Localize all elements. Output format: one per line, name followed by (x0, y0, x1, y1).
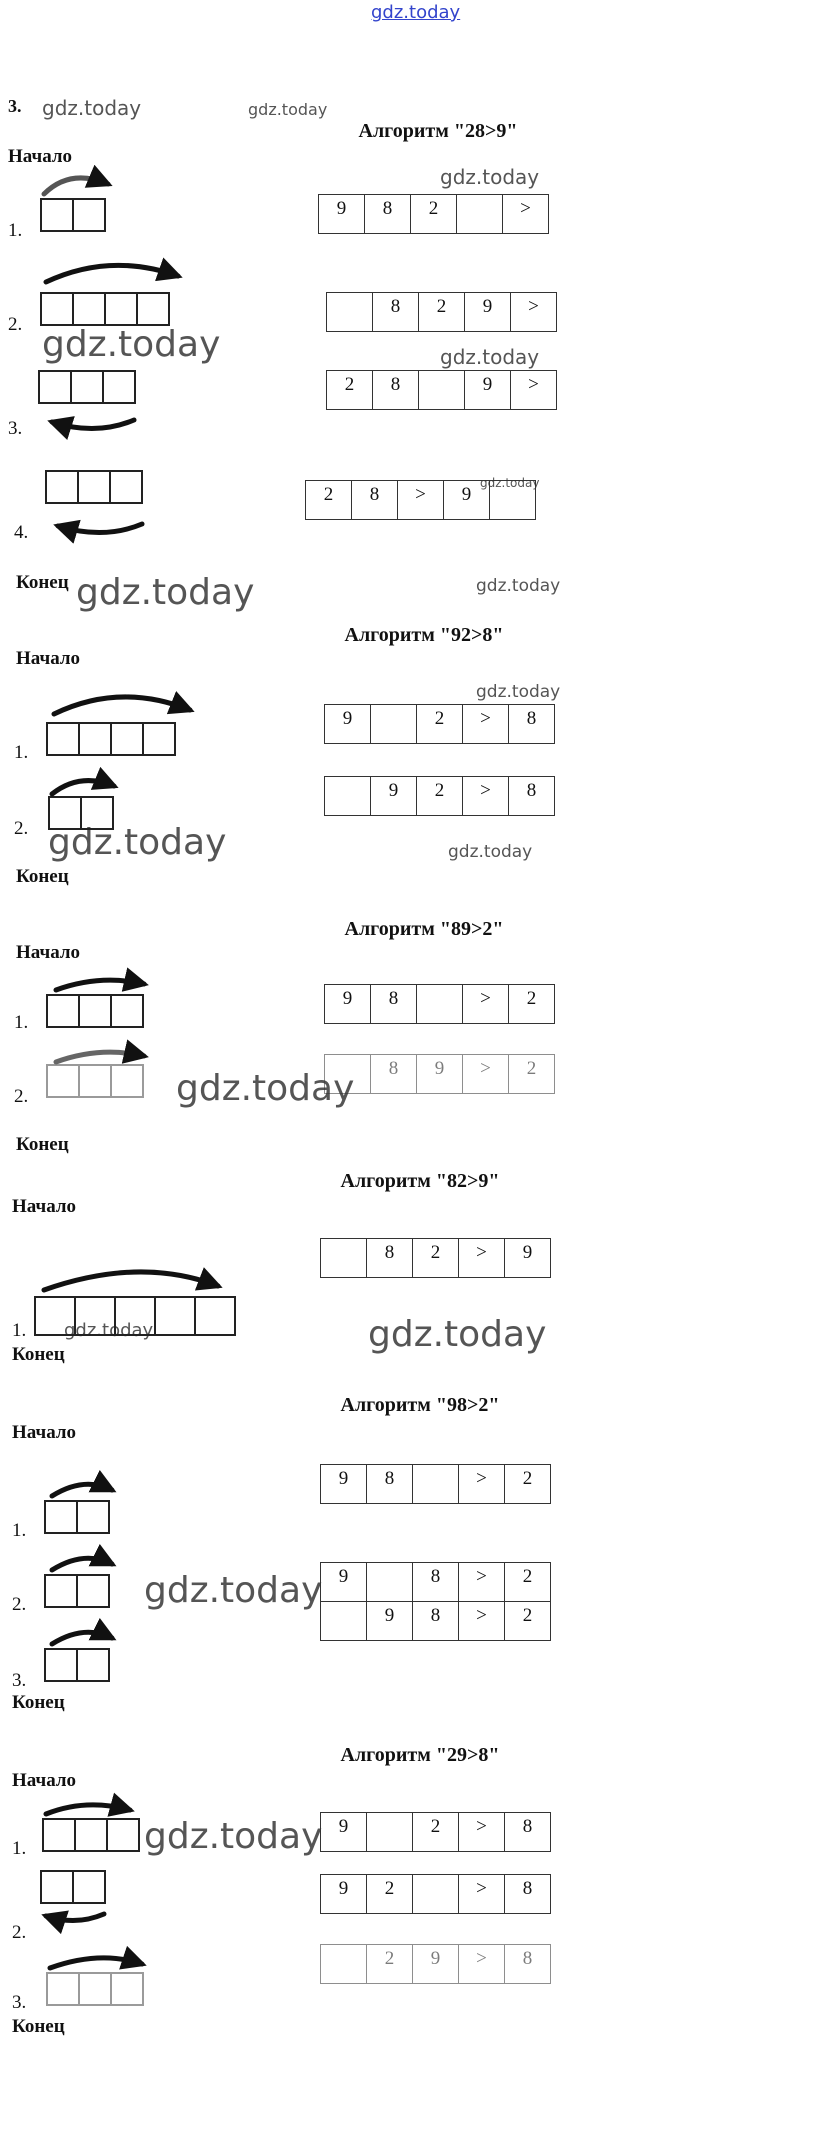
algorithm-cell (320, 1944, 367, 1984)
mini-boxes (46, 722, 174, 756)
algorithm-row (320, 1812, 550, 1852)
watermark: gdz.today (448, 842, 533, 862)
step-number: 1. (8, 220, 23, 241)
arrow-right (46, 1805, 130, 1814)
algorithm-row (320, 1874, 550, 1914)
mini-box (48, 796, 82, 830)
algorithm-cell: > (462, 984, 509, 1024)
mini-boxes (40, 198, 104, 232)
mini-box (142, 722, 176, 756)
end-label: Конец (16, 1134, 69, 1155)
watermark: gdz.today (42, 96, 142, 120)
mini-box (114, 1296, 156, 1336)
arrow-right (50, 1958, 142, 1968)
algorithm-cell: 8 (508, 704, 555, 744)
algorithm-cell: 8 (372, 292, 419, 332)
algorithm-cell (418, 370, 465, 410)
algorithm-cell: 2 (366, 1874, 413, 1914)
mini-box (44, 1574, 78, 1608)
algorithm-cell: 8 (364, 194, 411, 234)
arrow-right (46, 265, 178, 282)
algorithm-cell: 2 (508, 1054, 555, 1094)
mini-box (74, 1296, 116, 1336)
step-number: 1. (12, 1838, 27, 1859)
algorithm-cell: > (502, 194, 549, 234)
algorithm-cell (370, 704, 417, 744)
algorithm-cell: 8 (370, 984, 417, 1024)
algorithm-cell: 8 (504, 1812, 551, 1852)
algorithm-cell: 9 (320, 1874, 367, 1914)
mini-box (110, 1064, 144, 1098)
step-number: 3. (12, 1992, 27, 2013)
mini-boxes (42, 1818, 138, 1852)
mini-box (46, 722, 80, 756)
watermark: gdz.today (64, 1320, 154, 1341)
algorithm-cell: 2 (416, 776, 463, 816)
algorithm-cell: > (458, 1464, 505, 1504)
start-label: Начало (12, 1422, 77, 1443)
watermark: gdz.today (476, 682, 561, 702)
mini-box (154, 1296, 196, 1336)
mini-box (72, 1870, 106, 1904)
algorithm-cell: 2 (326, 370, 373, 410)
algorithm-cell: 8 (366, 1238, 413, 1278)
mini-box (78, 1972, 112, 2006)
watermark: gdz.today (440, 165, 540, 189)
algorithm-cell (324, 776, 371, 816)
algorithm-cell: > (458, 1238, 505, 1278)
algorithm-cell: > (458, 1812, 505, 1852)
end-label: Конец (16, 866, 69, 887)
algorithm-cell (412, 1874, 459, 1914)
algorithm-title: Алгоритм "29>8" (340, 1744, 500, 1766)
algorithm-row (320, 1601, 550, 1641)
mini-box (194, 1296, 236, 1336)
algorithm-cell: > (458, 1874, 505, 1914)
algorithm-cell (324, 1054, 371, 1094)
arrow-right (44, 178, 108, 194)
mini-box (40, 198, 74, 232)
algorithm-cell (366, 1812, 413, 1852)
algorithm-cell: 9 (318, 194, 365, 234)
mini-box (78, 1064, 112, 1098)
watermark: gdz.today (144, 1570, 323, 1611)
algorithm-cell: > (458, 1562, 505, 1602)
step-number: 1. (12, 1320, 27, 1341)
algorithm-cell (366, 1562, 413, 1602)
mini-box (72, 292, 106, 326)
mini-boxes (48, 796, 112, 830)
start-label: Начало (8, 146, 73, 167)
algorithm-cell: 8 (372, 370, 419, 410)
algorithm-cell: 2 (508, 984, 555, 1024)
arrow-right (52, 1632, 112, 1644)
mini-box (38, 370, 72, 404)
mini-box (110, 722, 144, 756)
mini-box (34, 1296, 76, 1336)
mini-box (46, 1064, 80, 1098)
algorithm-cell: 2 (504, 1562, 551, 1602)
mini-boxes (44, 1574, 108, 1608)
mini-box (70, 370, 104, 404)
algorithm-cell: > (458, 1601, 505, 1641)
algorithm-cell: 9 (416, 1054, 463, 1094)
algorithm-cell: 9 (370, 776, 417, 816)
end-label: Конец (12, 1692, 65, 1713)
algorithm-cell: 9 (366, 1601, 413, 1641)
mini-box (78, 994, 112, 1028)
algorithm-cell: 8 (508, 776, 555, 816)
algorithm-cell (456, 194, 503, 234)
algorithm-cell: 9 (320, 1562, 367, 1602)
mini-box (102, 370, 136, 404)
algorithm-cell (489, 480, 536, 520)
algorithm-cell: 8 (370, 1054, 417, 1094)
step-number: 1. (14, 1012, 29, 1033)
step-number: 4. (14, 522, 29, 543)
algorithm-title: Алгоритм "89>2" (344, 918, 504, 940)
mini-boxes (44, 1500, 108, 1534)
algorithm-cell: 2 (412, 1238, 459, 1278)
algorithm-cell: > (462, 1054, 509, 1094)
algorithm-cell: 2 (410, 194, 457, 234)
algorithm-cell: 8 (504, 1944, 551, 1984)
end-label: Конец (12, 1344, 65, 1365)
algorithm-row (320, 1562, 550, 1602)
mini-box (45, 470, 79, 504)
watermark: gdz.today (176, 1068, 355, 1109)
algorithm-row (305, 480, 535, 520)
algorithm-row (320, 1944, 550, 1984)
watermark: gdz.today (476, 576, 561, 596)
mini-box (80, 796, 114, 830)
algorithm-cell: 2 (504, 1601, 551, 1641)
mini-box (46, 994, 80, 1028)
mini-box (44, 1648, 78, 1682)
step-number: 2. (12, 1594, 27, 1615)
end-label: Конец (16, 572, 69, 593)
step-number: 3. (8, 418, 23, 439)
start-label: Начало (16, 942, 81, 963)
algorithm-cell (412, 1464, 459, 1504)
algorithm-cell: 2 (504, 1464, 551, 1504)
mini-box (106, 1818, 140, 1852)
arrow-left (58, 524, 142, 533)
watermark: gdz.today (42, 324, 221, 365)
watermark: gdz.today (368, 1314, 547, 1355)
arrow-right (52, 781, 114, 794)
algorithm-cell: 9 (504, 1238, 551, 1278)
header-watermark: gdz.today (371, 2, 461, 23)
algorithm-title: Алгоритм "28>9" (358, 120, 518, 142)
mini-box (110, 1972, 144, 2006)
algorithm-cell: > (462, 776, 509, 816)
step-number: 3. (12, 1670, 27, 1691)
mini-box (77, 470, 111, 504)
algorithm-cell: 8 (366, 1464, 413, 1504)
start-label: Начало (12, 1196, 77, 1217)
algorithm-cell: 2 (416, 704, 463, 744)
algorithm-cell: > (397, 480, 444, 520)
mini-boxes (44, 1648, 108, 1682)
task-number: 3. (8, 96, 22, 116)
arrow-right (54, 697, 190, 714)
step-number: 2. (14, 1086, 29, 1107)
arrow-right (52, 1484, 112, 1496)
mini-box (76, 1500, 110, 1534)
algorithm-cell: 9 (464, 370, 511, 410)
watermark: gdz.today (144, 1816, 323, 1857)
step-number: 2. (8, 314, 23, 335)
watermark: gdz.today (480, 476, 540, 490)
mini-box (78, 722, 112, 756)
start-label: Начало (16, 648, 81, 669)
algorithm-row (320, 1464, 550, 1504)
mini-boxes (46, 1972, 142, 2006)
algorithm-row (324, 1054, 554, 1094)
algorithm-row (324, 984, 554, 1024)
mini-boxes (46, 994, 142, 1028)
mini-box (76, 1648, 110, 1682)
step-number: 2. (14, 818, 29, 839)
end-label: Конец (12, 2016, 65, 2037)
mini-box (74, 1818, 108, 1852)
start-label: Начало (12, 1770, 77, 1791)
mini-box (46, 1972, 80, 2006)
mini-box (40, 1870, 74, 1904)
algorithm-cell: 9 (443, 480, 490, 520)
algorithm-cell (320, 1601, 367, 1641)
step-number: 1. (12, 1520, 27, 1541)
algorithm-cell: 8 (412, 1562, 459, 1602)
algorithm-cell: 9 (412, 1944, 459, 1984)
algorithm-cell: > (462, 704, 509, 744)
mini-box (76, 1574, 110, 1608)
mini-box (72, 198, 106, 232)
algorithm-row (326, 292, 556, 332)
algorithm-cell: 8 (504, 1874, 551, 1914)
algorithm-cell: 2 (418, 292, 465, 332)
algorithm-cell: 2 (412, 1812, 459, 1852)
algorithm-title: Алгоритм "92>8" (344, 624, 504, 646)
mini-boxes (38, 370, 134, 404)
algorithm-cell (326, 292, 373, 332)
algorithm-row (324, 776, 554, 816)
algorithm-cell (320, 1238, 367, 1278)
algorithm-cell: 9 (464, 292, 511, 332)
watermark: gdz.today (76, 572, 255, 613)
arrow-left (46, 1914, 104, 1921)
mini-box (40, 292, 74, 326)
algorithm-row (318, 194, 548, 234)
mini-box (109, 470, 143, 504)
algorithm-cell (416, 984, 463, 1024)
algorithm-title: Алгоритм "98>2" (340, 1394, 500, 1416)
algorithm-cell: > (458, 1944, 505, 1984)
algorithm-cell: 2 (366, 1944, 413, 1984)
arrow-left (52, 420, 134, 429)
algorithm-cell: 9 (324, 704, 371, 744)
mini-boxes (40, 1870, 104, 1904)
algorithm-cell: 9 (324, 984, 371, 1024)
step-number: 2. (12, 1922, 27, 1943)
arrow-right (56, 1052, 144, 1062)
watermark: gdz.today (48, 822, 227, 863)
algorithm-cell: 9 (320, 1812, 367, 1852)
algorithm-cell: 9 (320, 1464, 367, 1504)
mini-boxes (45, 470, 141, 504)
mini-box (104, 292, 138, 326)
algorithm-cell: 8 (351, 480, 398, 520)
mini-box (42, 1818, 76, 1852)
watermark: gdz.today (440, 345, 540, 369)
mini-boxes (40, 292, 168, 326)
algorithm-row (326, 370, 556, 410)
arrow-right (56, 980, 144, 990)
mini-box (136, 292, 170, 326)
arrow-right (52, 1558, 112, 1570)
mini-boxes (34, 1296, 234, 1336)
arrow-right (44, 1272, 218, 1290)
mini-box (44, 1500, 78, 1534)
algorithm-cell: 8 (412, 1601, 459, 1641)
step-number: 1. (14, 742, 29, 763)
algorithm-cell: 2 (305, 480, 352, 520)
mini-box (110, 994, 144, 1028)
algorithm-cell: > (510, 370, 557, 410)
algorithm-cell: > (510, 292, 557, 332)
algorithm-title: Алгоритм "82>9" (340, 1170, 500, 1192)
algorithm-row (320, 1238, 550, 1278)
mini-boxes (46, 1064, 142, 1098)
algorithm-row (324, 704, 554, 744)
watermark: gdz.today (248, 100, 328, 119)
